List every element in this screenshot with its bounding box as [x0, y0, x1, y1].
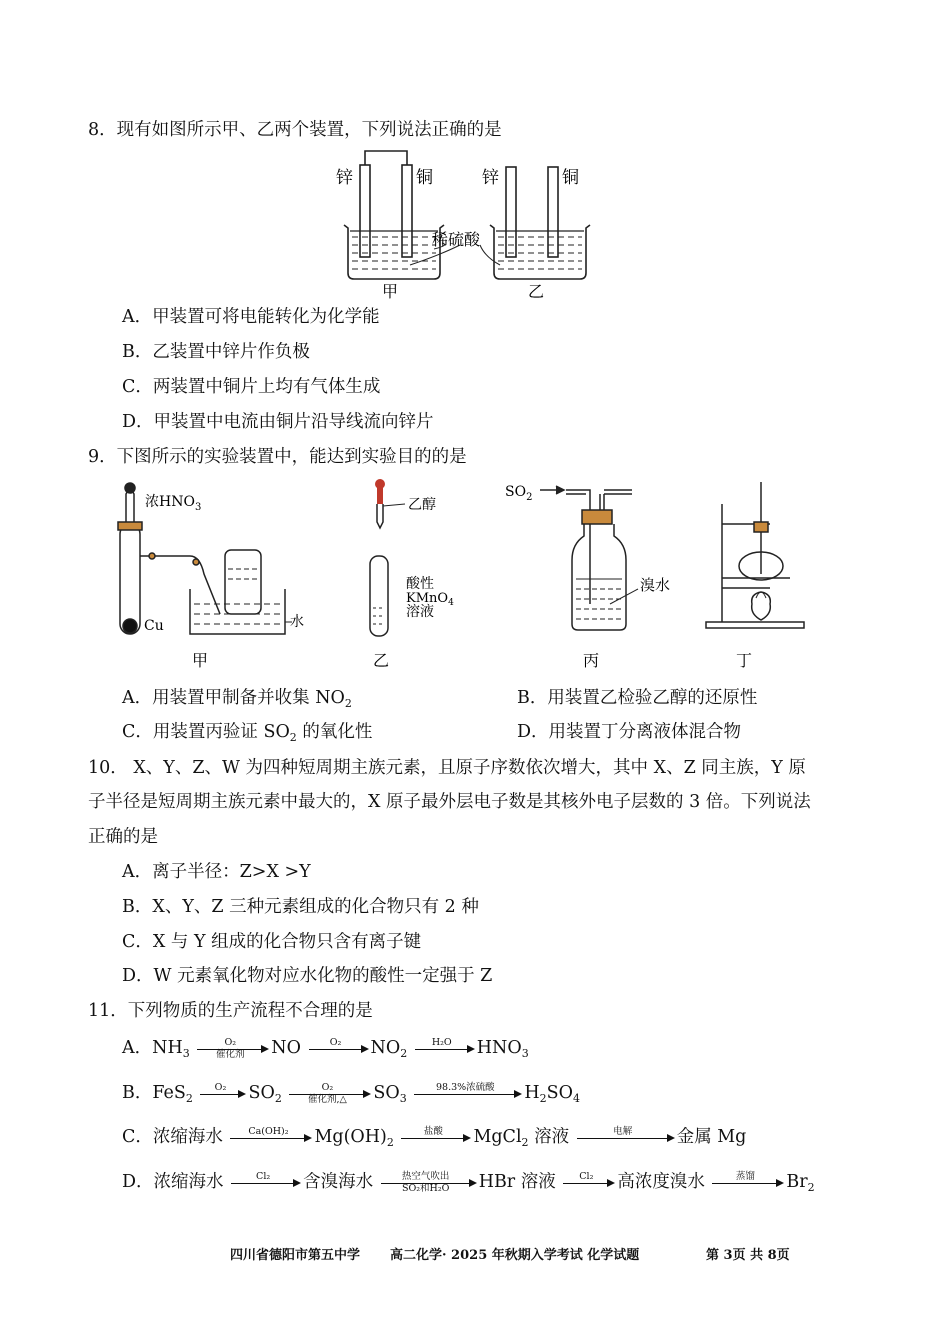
q10-line-2: 子半径是短周期主族元素中最大的，X 原子最外层电子数是其核外电子层数的 3 倍。下列说法 — [88, 792, 811, 812]
q8-galvanic-cell-figure — [330, 145, 620, 305]
q8-stem: 8．现有如图所示甲、乙两个装置，下列说法正确的是 — [88, 120, 502, 140]
q10-line-3: 正确的是 — [88, 827, 158, 847]
label-jia: 甲 — [192, 651, 209, 670]
arrow: H₂O — [415, 1039, 475, 1059]
arrow: 98.3%浓硫酸 — [414, 1084, 522, 1104]
label-acidic: 酸性 — [406, 576, 434, 592]
q9-option-b: B．用装置乙检验乙醇的还原性 — [517, 688, 758, 708]
q10-line-1: 10． X、Y、Z、W 为四种短周期主族元素，且原子序数依次增大，其中 X、Z 同主族，Y 原 — [88, 758, 806, 778]
q9-stem: 9．下图所示的实验装置中，能达到实验目的的是 — [88, 447, 467, 467]
arrow: O₂ — [309, 1039, 369, 1059]
label-bing: 丙 — [583, 651, 600, 670]
label-conc-hno3: 浓$HNO_3$ — [145, 494, 202, 513]
q8-option-a: A．甲装置可将电能转化为化学能 — [122, 307, 380, 327]
footer-school: 四川省德阳市第五中学 — [230, 1248, 361, 1263]
label-so2: $SO_2$ — [505, 484, 533, 503]
q10-option-b: B．X、Y、Z 三种元素组成的化合物只有 2 种 — [122, 897, 479, 917]
q8-option-b: B．乙装置中锌片作负极 — [122, 342, 310, 362]
arrow: Ca(OH)₂ — [230, 1128, 312, 1148]
q10-option-a: A．离子半径：Z>X >Y — [122, 862, 311, 882]
label-dilute-sulfuric-acid: 稀硫酸 — [432, 230, 481, 249]
label-copper-jia: 铜 — [416, 168, 433, 188]
q9-option-a: A．用装置甲制备并收集 $NO_2$ — [122, 688, 352, 710]
label-copper-yi: 铜 — [562, 168, 579, 188]
q11-option-a: A．$NH_3$ O₂ 催化剂 NO O₂ $NO_2$ H₂O $HNO_3$ — [122, 1036, 529, 1061]
q11-option-c: C．浓缩海水 Ca(OH)₂ $Mg(OH)_2$ 盐酸 MgCl$_2$ 溶液 电解 金属 Mg — [122, 1125, 747, 1149]
footer-exam-title: 高二化学· 2025 年秋期入学考试 化学试题 — [390, 1248, 640, 1263]
q8-option-d: D．甲装置中电流由铜片沿导线流向锌片 — [122, 412, 434, 432]
q9-option-c: C．用装置丙验证 $SO_2$ 的氧化性 — [122, 722, 373, 744]
q11-option-d: D．浓缩海水 Cl₂ 含溴海水 热空气吹出 SO₂和H₂O HBr 溶液 Cl₂ 高浓度溴水 蒸馏 $Br_2$ — [122, 1170, 815, 1195]
apparatus-ding — [706, 482, 804, 628]
q11-option-b: B．FeS$_2$ O₂ $SO_2$ O₂ 催化剂,△ $SO_3$ 98.3%浓硫酸 $H_2SO_4$ — [122, 1081, 580, 1106]
apparatus-bing — [540, 486, 638, 630]
q9-apparatus-figure — [100, 474, 820, 674]
label-water: 水 — [290, 614, 304, 630]
label-ethanol: 乙醇 — [408, 497, 436, 513]
label-ding: 丁 — [736, 651, 753, 670]
label-bromine-water: 溴水 — [640, 576, 671, 594]
footer-page-number: 第 3页 共 8页 — [706, 1248, 790, 1263]
label-yi: 乙 — [373, 651, 390, 670]
q11-stem: 11．下列物质的生产流程不合理的是 — [88, 1001, 373, 1021]
arrow: 盐酸 — [401, 1128, 471, 1148]
arrow: O₂ 催化剂,△ — [289, 1084, 371, 1104]
arrow: Cl₂ — [231, 1173, 301, 1193]
arrow: 蒸馏 — [712, 1173, 784, 1193]
arrow: O₂ — [200, 1084, 246, 1104]
q8-option-c: C．两装置中铜片上均有气体生成 — [122, 377, 381, 397]
label-yi: 乙 — [528, 282, 545, 301]
apparatus-yi — [370, 479, 405, 636]
label-zinc-yi: 锌 — [482, 168, 499, 188]
q9-option-d: D．用装置丁分离液体混合物 — [517, 722, 742, 742]
label-kmno4: KMnO$_4$ — [406, 591, 454, 608]
label-zinc-jia: 锌 — [336, 168, 353, 188]
label-cu: Cu — [144, 618, 164, 634]
arrow: O₂ 催化剂 — [197, 1039, 269, 1059]
arrow: Cl₂ — [563, 1173, 615, 1193]
arrow: 热空气吹出 SO₂和H₂O — [381, 1173, 477, 1193]
label-jia: 甲 — [382, 282, 399, 301]
label-solution: 溶液 — [406, 604, 434, 620]
q10-option-c: C．X 与 Y 组成的化合物只含有离子键 — [122, 932, 422, 952]
q10-option-d: D．W 元素氧化物对应水化物的酸性一定强于 Z — [122, 966, 493, 986]
arrow: 电解 — [577, 1128, 675, 1148]
